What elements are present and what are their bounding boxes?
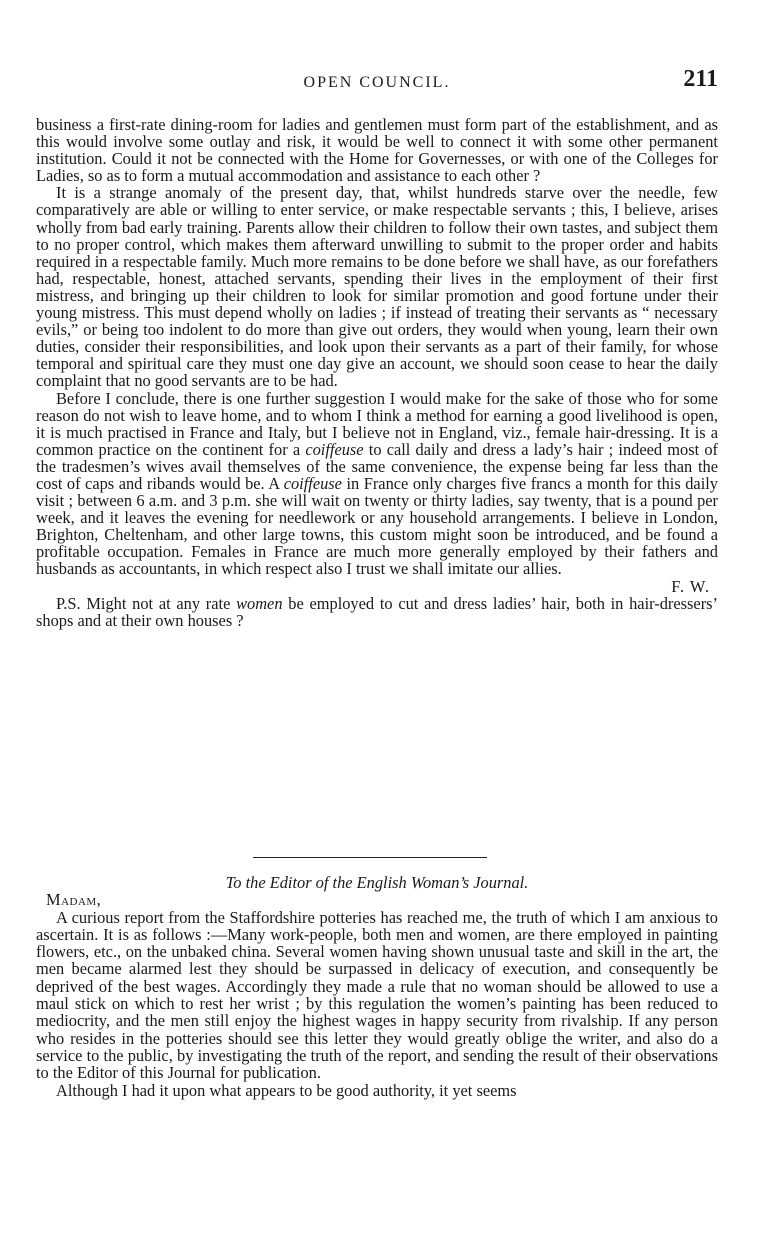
page-number: 211 — [683, 66, 718, 92]
letter-address: To the Editor of the English Woman’s Journal. — [225, 873, 529, 892]
paragraph-text: Before I conclude, there is one further suggestion I would make for the sake of those who for some reason do not wish to leave home, and to whom I think a method for earning a good livelihood is open, it is much practised in France and Italy, but I believe not in England, viz., female hair-dressing. It is a common practice on the continent for a — [36, 388, 718, 459]
italic-word: coiffeuse — [283, 473, 342, 493]
running-head — [36, 62, 718, 102]
section-divider — [253, 857, 487, 858]
article-paragraph-2: It is a strange anomaly of the present day, that, whilst hundreds starve over the needle, few comparatively are able or willing to enter service, or make respectable servants ; this, I believe, arises wholly from bad early training. Parents allow their children to follow their own tastes, and subject them to no proper control, which makes them afterward unwilling to submit to the proper order and habits required in a respectable family. Much more remains to be done before we shall have, as our forefathers had, respectable, honest, attached servants, spending their lives in the employment of their first mistress, and bringing up their children to look for similar promotion and good fortune under their young mistress. This must depend wholly on ladies ; if instead of treating their servants as “ necessary evils,” or being too indolent to do more than give out orders, they would when young, learn their own duties, consider their responsibilities, and look upon their servants as a part of their family, for whose temporal and spiritual care they must one day give an account, we should soon cease to hear the daily complaint that no good servants are to be had. — [36, 183, 718, 391]
postscript — [36, 595, 718, 629]
postscript-text: P.S. Might not at any rate — [56, 593, 237, 613]
signature: F. W. — [671, 576, 710, 596]
letter-paragraph-2: Although I had it upon what appears to be good authority, it yet seems — [56, 1080, 517, 1100]
letter-paragraph-1: A curious report from the Staffordshire potteries has reached me, the truth of which I am anxious to ascertain. It is as follows :—Many work-people, both men and women, are there employed in painting flowers, etc., on the unbaked china. Several women having shown unusual taste and skill in the art, the men became alarmed lest they should be surpassed in delicacy of execution, and consequently be deprived of the best wages. Accordingly they made a rule that no woman should be allowed to use a maul stick on which to rest her wrist ; by this regulation the women’s painting has been reduced to mediocrity, and the men still enjoy the highest wages in happy security from rivalship. If any person who resides in the potteries should see this letter they would greatly oblige the writer, and also do a service to the public, by investigating the truth of the report, and sending the result of their observations to the Editor of this Journal for publication. — [36, 907, 718, 1083]
paragraph-text: to call daily and dress a lady’s hair ; indeed most of the tradesmen’s wives avail themselves of the same convenience, the expense being far less than the cost of caps and ribands would be. A — [36, 439, 719, 493]
article-body — [36, 116, 718, 629]
letter-body — [36, 874, 718, 1099]
italic-word: women — [236, 593, 283, 613]
postscript-text: be employed to cut and dress ladies’ hair, both in hair-dressers’ shops and at their own houses ? — [36, 593, 718, 630]
article-paragraph-3 — [36, 390, 718, 578]
article-paragraph-1: business a first-rate dining-room for ladies and gentlemen must form part of the establishment, and as this would involve some outlay and risk, it would be well to connect it with some other permanent institution. Could it not be connected with the Home for Governesses, or with one of the Colleges for Ladies, so as to form a mutual accommodation and assistance to each other ? — [36, 115, 718, 186]
paragraph-text: in France only charges five francs a month for this daily visit ; between 6 a.m. and 3 p.m. she will wait on twenty or thirty ladies, say twenty, that is a pound per week, and it leaves the evening for needlework or any household arrangements. I believe in London, Brighton, Cheltenham, and other large towns, this custom might soon be introduced, and be found a profitable occupation. Females in France are much more generally employed by their fathers and husbands as accountants, in which respect also I trust we shall imitate our allies. — [36, 473, 718, 579]
running-title: OPEN COUNCIL. — [303, 74, 451, 91]
letter-salutation: Madam, — [46, 890, 102, 910]
italic-word: coiffeuse — [305, 439, 364, 459]
